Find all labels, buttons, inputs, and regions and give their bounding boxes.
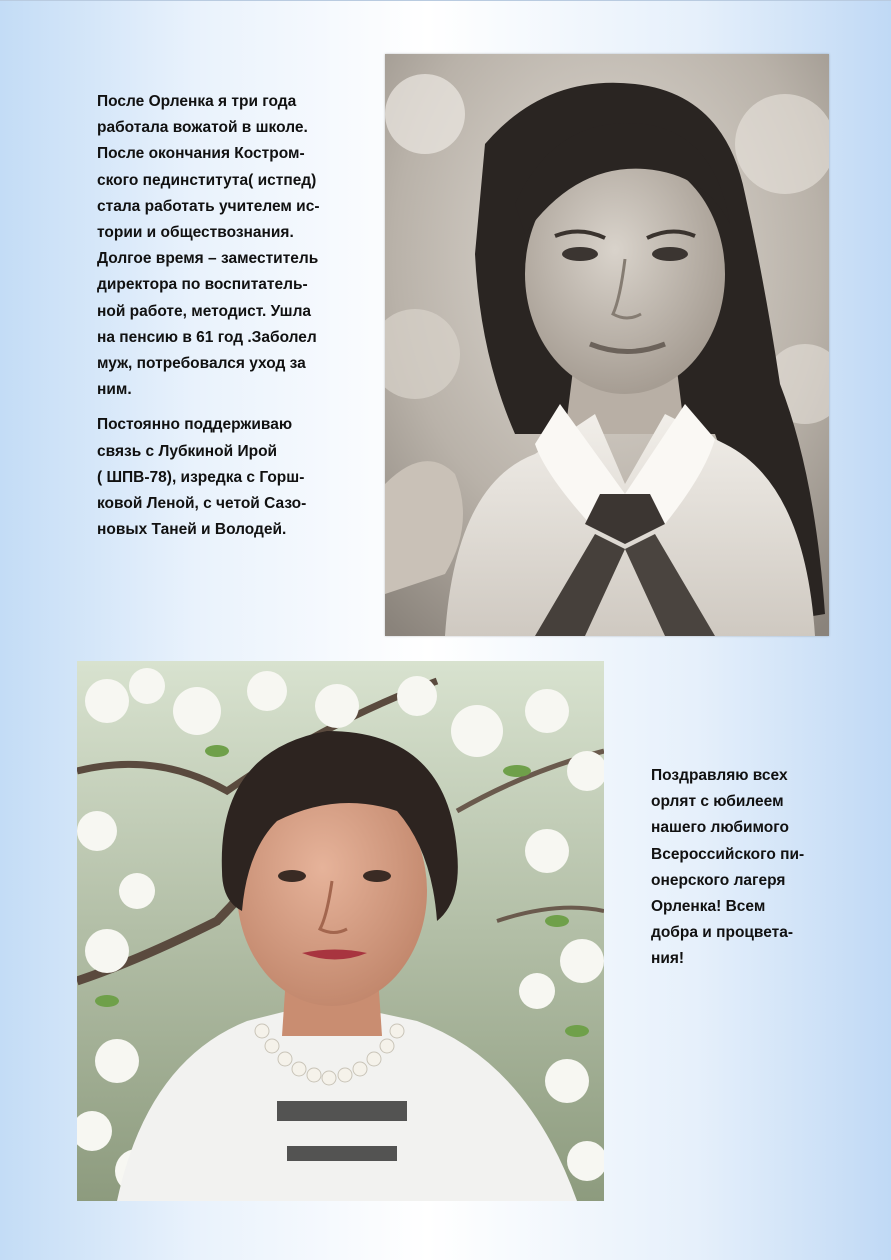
intro-text-block	[97, 89, 372, 543]
vintage-portrait-photo	[385, 54, 829, 636]
greeting-text: Поздравляю всех орлят с юбилеем нашего любимого Всероссийского пи- онерского лагеря Орленка! Всем добра и процвета- ния!	[651, 767, 805, 968]
intro-paragraph-1: После Орленка я три года работала вожатой в школе. После окончания Костром- ского пединститута( истпед) стала работать учителем ис- тории и обществознания. Долгое время – заместитель директора по воспитатель- ной работе, методист. Ушла на пенсию в 61 год .Заболел муж, потребовался уход за ним.	[97, 93, 320, 399]
intro-paragraph-2: Постоянно поддерживаю связь с Лубкиной Ирой ( ШПВ-78), изредка с Горш- ковой Леной, с четой Сазо- новых Таней и Володей.	[97, 416, 307, 539]
recent-portrait-photo	[77, 661, 604, 1201]
